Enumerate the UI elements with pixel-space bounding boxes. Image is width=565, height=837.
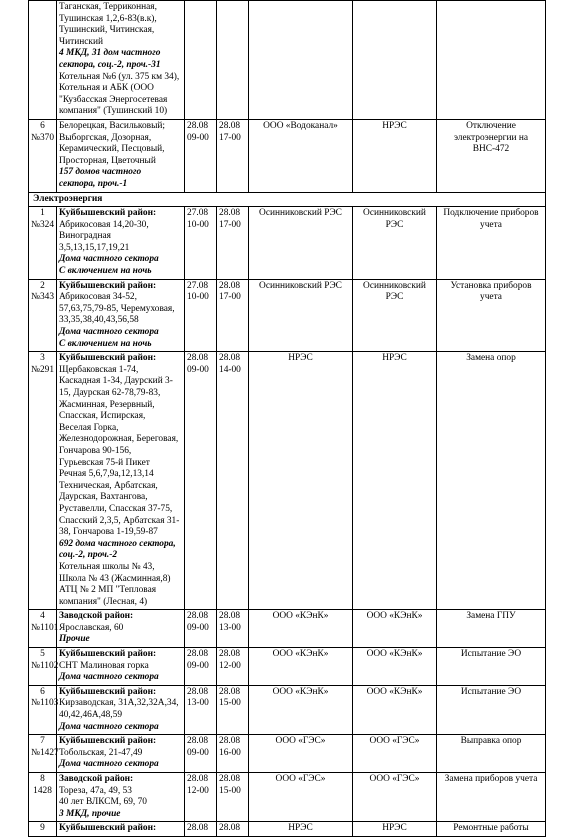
- row-number: 6: [40, 686, 45, 697]
- row-number-cell: [29, 822, 57, 837]
- row-number-cell: [29, 773, 57, 822]
- table-row: [29, 822, 546, 837]
- responsible-cell: [353, 1, 437, 120]
- address-cell: [57, 352, 185, 610]
- end-time-cell: [217, 610, 249, 648]
- address-line: Жасминная, Резервный,: [59, 399, 155, 410]
- end-time: 17-00: [219, 292, 241, 303]
- organization-cell: ООО «Водоканал»: [249, 119, 353, 192]
- start-time: 09-00: [187, 364, 209, 375]
- facility-line: Школа № 43 (Жасминная,8): [59, 573, 171, 584]
- end-time: 17-00: [219, 132, 241, 143]
- end-time-cell: [217, 352, 249, 610]
- start-date: 28.08: [187, 774, 209, 784]
- responsible-cell: Осинниковский РЭС: [353, 207, 437, 280]
- start-date: 28.08: [187, 353, 209, 364]
- consumer-count: С включением на ночь: [59, 266, 152, 277]
- responsible-cell: НРЭС: [353, 352, 437, 610]
- address-line: СНТ Малиновая горка: [59, 660, 149, 671]
- address-cell: [57, 735, 185, 773]
- district-label: Куйбышевский район:: [59, 736, 157, 747]
- reason-cell: Замена приборов учета: [437, 773, 546, 822]
- start-date: 28.08: [187, 823, 209, 834]
- address-line: Гончарова 90-156,: [59, 445, 132, 456]
- address-line: 40 лет ВЛКСМ, 69, 70: [59, 797, 147, 808]
- start-time-cell: [185, 735, 217, 773]
- outage-table: [28, 0, 546, 837]
- start-time: 10-00: [187, 292, 209, 303]
- start-time-cell: [185, 119, 217, 192]
- table-row: [29, 119, 546, 192]
- facility-line: Котельная школы № 43,: [59, 561, 155, 572]
- district-label: Куйбышевский район:: [59, 353, 157, 364]
- end-time: 12-00: [219, 660, 241, 671]
- end-date: 28.08: [219, 686, 241, 697]
- reason-cell: Установка приборов учета: [437, 279, 546, 352]
- start-time: 09-00: [187, 622, 209, 633]
- address-line: Каскадная 1-34, Даурский 3-: [59, 376, 173, 387]
- end-time-cell: [217, 207, 249, 280]
- organization-cell: ООО «ГЭС»: [249, 773, 353, 822]
- address-line: Белорецкая, Васильковый;: [59, 120, 166, 131]
- request-id: №324: [31, 219, 55, 230]
- address-line: Техническая, Арбатская,: [59, 480, 158, 491]
- facility-line: АТЦ № 2 МП "Тепловая: [59, 585, 157, 596]
- start-date: 28.08: [187, 649, 209, 660]
- start-date: 27.08: [187, 208, 209, 219]
- address-line: Тобольская, 21-47,49: [59, 747, 143, 758]
- row-number: 3: [40, 353, 45, 364]
- request-id: №1102: [31, 660, 59, 671]
- responsible-cell: Осинниковский РЭС: [353, 279, 437, 352]
- address-line: Щербаковская 1-74,: [59, 364, 139, 375]
- consumer-count: 4 МКД, 31 дом частного: [59, 48, 161, 59]
- facility-line: Котельная №6 (ул. 375 км 34),: [59, 71, 180, 82]
- start-date: 28.08: [187, 611, 209, 622]
- end-date: 28.08: [219, 120, 241, 131]
- end-time: 13-00: [219, 622, 241, 633]
- table-row: [29, 207, 546, 280]
- start-time: 13-00: [187, 698, 209, 709]
- address-line: 33,35,38,40,43,56,58: [59, 315, 139, 326]
- row-number: 9: [40, 823, 45, 834]
- start-date: 28.08: [187, 686, 209, 697]
- address-cell: [57, 685, 185, 734]
- responsible-cell: ООО «КЭнК»: [353, 648, 437, 686]
- table-body: [29, 1, 546, 837]
- request-id: №1427: [31, 747, 59, 758]
- address-line: Спасская, Испирская,: [59, 411, 146, 422]
- row-number: 4: [40, 611, 45, 622]
- address-line: Абрикосовая 14,20-30,: [59, 219, 149, 230]
- end-date: 28.08: [219, 649, 241, 660]
- consumer-count: сектора, проч.-1: [59, 178, 128, 189]
- organization-cell: ООО «КЭнК»: [249, 685, 353, 734]
- row-number-cell: [29, 735, 57, 773]
- reason-cell: Ремонтные работы: [437, 822, 546, 837]
- district-label: Куйбышевский район:: [59, 823, 157, 834]
- consumer-count: 692 дома частного сектора,: [59, 538, 176, 549]
- responsible-cell: ООО «КЭнК»: [353, 610, 437, 648]
- address-line: Тушинская 1,2,6-83(в.к),: [59, 13, 157, 24]
- address-line: Выборгская, Дозорная,: [59, 132, 152, 143]
- table-row: [29, 352, 546, 610]
- reason-cell: Отключение электроэнергии на ВНС-472: [437, 119, 546, 192]
- organization-cell: Осинниковский РЭС: [249, 279, 353, 352]
- consumer-count: С включением на ночь: [59, 338, 152, 349]
- address-cell: [57, 822, 185, 837]
- start-time-cell: [185, 773, 217, 822]
- table-row: [29, 610, 546, 648]
- address-line: 3,5,13,15,17,19,21: [59, 242, 130, 253]
- end-time-cell: [217, 279, 249, 352]
- reason-cell: Испытание ЭО: [437, 648, 546, 686]
- end-time-cell: [217, 119, 249, 192]
- row-number-cell: [29, 648, 57, 686]
- district-label: Куйбышевский район:: [59, 686, 157, 697]
- address-line: Веселая Горка,: [59, 422, 119, 433]
- address-line: Абрикосовая 34-52,: [59, 292, 137, 303]
- organization-cell: Осинниковский РЭС: [249, 207, 353, 280]
- consumer-count: 157 домов частного: [59, 167, 142, 178]
- address-line: Спасский 2,3,5, Арбатская 31-: [59, 515, 180, 526]
- row-number: 5: [40, 649, 45, 660]
- district-label: Куйбышевский район:: [59, 649, 157, 660]
- row-number: 8: [40, 774, 45, 784]
- row-number: 2: [40, 280, 45, 291]
- section-title: Электроэнергия: [29, 192, 546, 207]
- table-row: [29, 773, 546, 822]
- start-time: 10-00: [187, 219, 209, 230]
- request-id: №343: [31, 292, 55, 303]
- row-number-cell: [29, 1, 57, 120]
- section-row: [29, 192, 546, 207]
- start-time: 09-00: [187, 747, 209, 758]
- address-line: Просторная, Цветочный: [59, 155, 156, 166]
- end-date: 28.08: [219, 353, 241, 364]
- row-number-cell: [29, 119, 57, 192]
- row-number: 6: [40, 120, 45, 131]
- row-number-cell: [29, 352, 57, 610]
- request-id: №370: [31, 132, 55, 143]
- address-cell: [57, 648, 185, 686]
- consumer-count: Дома частного сектора: [59, 759, 159, 770]
- responsible-cell: ООО «ГЭС»: [353, 773, 437, 822]
- reason-cell: Испытание ЭО: [437, 685, 546, 734]
- start-date: 28.08: [187, 736, 209, 747]
- table-row: [29, 685, 546, 734]
- address-line: Даурская, Вахтангова,: [59, 492, 148, 503]
- responsible-cell: НРЭС: [353, 822, 437, 837]
- address-cell: [57, 279, 185, 352]
- end-time: 15-00: [219, 698, 241, 709]
- start-time: 09-00: [187, 660, 209, 671]
- start-time: 12-00: [187, 785, 209, 796]
- address-line: Руставелли, Спасская 37-75,: [59, 503, 173, 514]
- address-line: 38, Гончарова 1-19,59-87: [59, 527, 158, 538]
- start-time-cell: [185, 352, 217, 610]
- start-time-cell: [185, 822, 217, 837]
- end-date: 28.08: [219, 823, 241, 834]
- row-number-cell: [29, 685, 57, 734]
- reason-cell: Замена ГПУ: [437, 610, 546, 648]
- start-time: 09-00: [187, 132, 209, 143]
- organization-cell: [249, 1, 353, 120]
- start-time-cell: [185, 648, 217, 686]
- district-label: Заводской район:: [59, 611, 134, 622]
- request-id: №1103: [31, 698, 59, 709]
- consumer-count: Прочие: [59, 634, 90, 645]
- request-id: 1428: [33, 785, 52, 796]
- end-date: 28.08: [219, 208, 241, 219]
- address-line: Керамический, Песцовый,: [59, 144, 165, 155]
- consumer-count: Дома частного сектора: [59, 254, 159, 265]
- address-line: 57,63,75,79-85, Черемуховая,: [59, 303, 175, 314]
- responsible-cell: НРЭС: [353, 119, 437, 192]
- request-id: №291: [31, 364, 55, 375]
- request-id: №1101: [31, 622, 59, 633]
- responsible-cell: ООО «ГЭС»: [353, 735, 437, 773]
- address-line: 40,42,46А,48,59: [59, 710, 123, 721]
- address-line: 15, Даурская 62-78,79-83,: [59, 388, 161, 398]
- organization-cell: ООО «КЭнК»: [249, 610, 353, 648]
- organization-cell: ООО «ГЭС»: [249, 735, 353, 773]
- address-line: Кирзаводская, 31А,32,32А,34,: [59, 698, 179, 709]
- consumer-count: сектора, соц.-2, проч.-31: [59, 59, 161, 70]
- responsible-cell: ООО «КЭнК»: [353, 685, 437, 734]
- consumer-count: соц.-2, проч.-2: [59, 550, 118, 561]
- organization-cell: НРЭС: [249, 822, 353, 837]
- reason-cell: [437, 1, 546, 120]
- address-cell: [57, 610, 185, 648]
- consumer-count: Дома частного сектора: [59, 327, 159, 338]
- row-number-cell: [29, 207, 57, 280]
- address-cell: [57, 207, 185, 280]
- end-date: 28.08: [219, 774, 241, 784]
- start-time-cell: [185, 279, 217, 352]
- start-time-cell: [185, 1, 217, 120]
- consumer-count: Дома частного сектора: [59, 672, 159, 683]
- facility-line: "Кузбасская Энергосетевая: [59, 94, 168, 105]
- end-time-cell: [217, 773, 249, 822]
- end-time: 14-00: [219, 364, 241, 375]
- address-line: Таганская, Терриконная,: [59, 2, 157, 12]
- table-row: [29, 279, 546, 352]
- row-number: 1: [40, 208, 45, 219]
- reason-cell: Замена опор: [437, 352, 546, 610]
- facility-line: компания" (Лесная, 4): [59, 596, 148, 607]
- address-line: Виноградная: [59, 231, 111, 242]
- start-time-cell: [185, 685, 217, 734]
- organization-cell: ООО «КЭнК»: [249, 648, 353, 686]
- start-date: 27.08: [187, 280, 209, 291]
- district-label: Заводской район:: [59, 774, 134, 784]
- row-number-cell: [29, 279, 57, 352]
- reason-cell: Подключение приборов учета: [437, 207, 546, 280]
- address-cell: [57, 1, 185, 120]
- address-cell: [57, 119, 185, 192]
- address-line: Ярославская, 60: [59, 622, 124, 633]
- address-cell: [57, 773, 185, 822]
- start-time-cell: [185, 610, 217, 648]
- table-row: [29, 735, 546, 773]
- address-line: Железнодорожная, Береговая,: [59, 434, 179, 445]
- end-time: 16-00: [219, 747, 241, 758]
- start-time-cell: [185, 207, 217, 280]
- row-number-cell: [29, 610, 57, 648]
- end-time-cell: [217, 1, 249, 120]
- address-line: Речная 5,6,7,9а,12,13,14: [59, 469, 154, 480]
- address-line: Гурьевская 75-й Пикет: [59, 457, 150, 468]
- end-time-cell: [217, 685, 249, 734]
- district-label: Куйбышевский район:: [59, 280, 157, 291]
- start-date: 28.08: [187, 120, 209, 131]
- end-time: 15-00: [219, 785, 241, 796]
- consumer-count: Дома частного сектора: [59, 721, 159, 732]
- end-time: 17-00: [219, 219, 241, 230]
- end-time-cell: [217, 822, 249, 837]
- district-label: Куйбышевский район:: [59, 208, 157, 219]
- address-line: Тореза, 47а, 49, 53: [59, 785, 132, 796]
- address-line: Читинский: [59, 36, 103, 47]
- reason-cell: Выправка опор: [437, 735, 546, 773]
- address-line: Тушинский, Читинская,: [59, 25, 155, 36]
- end-date: 28.08: [219, 280, 241, 291]
- end-date: 28.08: [219, 611, 241, 622]
- facility-line: компания" (Тушинский 10): [59, 106, 168, 117]
- end-date: 28.08: [219, 736, 241, 747]
- row-number: 7: [40, 736, 45, 747]
- organization-cell: НРЭС: [249, 352, 353, 610]
- table-row: [29, 648, 546, 686]
- end-time-cell: [217, 648, 249, 686]
- end-time-cell: [217, 735, 249, 773]
- table-row: [29, 1, 546, 120]
- consumer-count: 3 МКД, прочие: [59, 808, 121, 819]
- facility-line: Котельная и АБК (ООО: [59, 83, 154, 94]
